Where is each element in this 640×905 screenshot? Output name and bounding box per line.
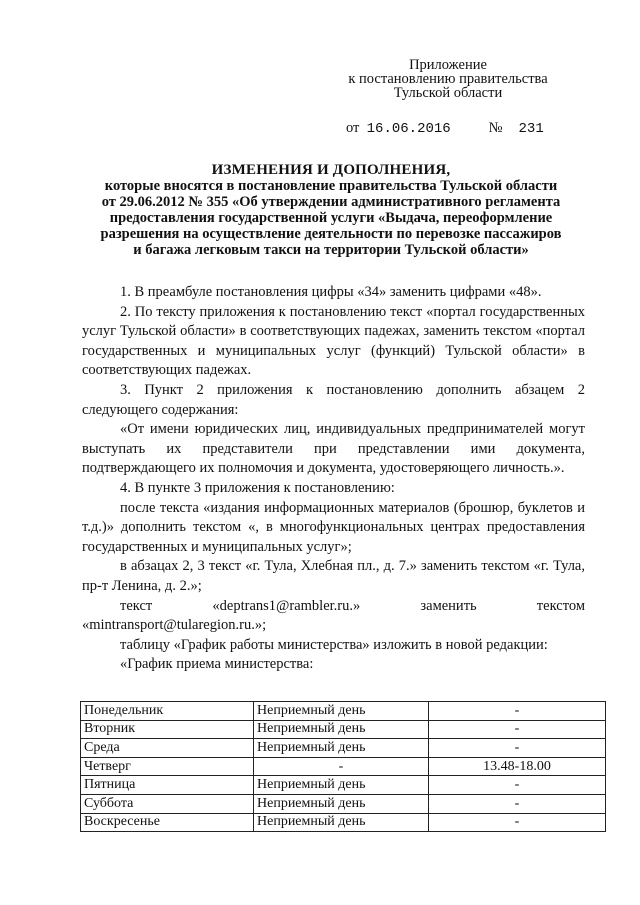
paragraph-9: таблицу «График работы министерства» изложить в новой редакции: <box>120 636 548 653</box>
document-number: 231 <box>518 121 544 137</box>
schedule-hours: - <box>429 739 606 758</box>
paragraph-2: 2. По тексту приложения к постановлению текст «портал государственных услуг Тульской области» в соответствующих падежах, заменить текстом «портал государственных и муниципальных услуг (функций) Тульской области» в соответствующих падежах. <box>82 303 585 379</box>
title-line-1: которые вносятся в постановление правительства Тульской области <box>104 178 558 194</box>
paragraph-10: «График приема министерства: <box>120 656 314 673</box>
schedule-day: Суббота <box>81 794 254 813</box>
schedule-status: Неприемный день <box>254 702 429 721</box>
paragraph-6: после текста «издания информационных материалов (брошюр, буклетов и т.д.)» дополнить текстом «, в многофункциональных центрах предоставления государственных и муниципальных услуг»; <box>82 499 585 555</box>
schedule-hours: - <box>429 813 606 832</box>
title-line-4: разрешения на осуществление деятельности по перевозке пассажиров <box>100 226 562 242</box>
schedule-status: Неприемный день <box>254 776 429 795</box>
schedule-status: Неприемный день <box>254 739 429 758</box>
schedule-hours: - <box>429 776 606 795</box>
table-row <box>81 702 606 721</box>
schedule-day: Среда <box>81 739 254 758</box>
schedule-hours: - <box>429 702 606 721</box>
schedule-day: Воскресенье <box>81 813 254 832</box>
schedule-status: Неприемный день <box>254 720 429 739</box>
number-sign: № <box>488 120 503 136</box>
document-date: 16.06.2016 <box>366 121 451 137</box>
title-line-3: предоставления государственной услуги «Выдача, переоформление <box>109 210 553 226</box>
table-row <box>81 739 606 758</box>
schedule-table <box>80 701 606 832</box>
schedule-hours: 13.48-18.00 <box>429 757 606 776</box>
title-line-2: от 29.06.2012 № 355 «Об утверждении административного регламента <box>101 194 561 210</box>
table-row <box>81 813 606 832</box>
document-body <box>82 283 585 675</box>
date-number-line <box>346 120 544 137</box>
date-from-label: от <box>346 120 360 136</box>
schedule-status: - <box>254 757 429 776</box>
attachment-header <box>328 58 568 100</box>
title-line-5: и багажа легковым такси на территории Тульской области» <box>133 242 529 258</box>
attachment-line-3: Тульской области <box>393 85 503 101</box>
schedule-day: Вторник <box>81 720 254 739</box>
paragraph-5: 4. В пункте 3 приложения к постановлению: <box>120 479 395 496</box>
schedule-status: Неприемный день <box>254 813 429 832</box>
schedule-status: Неприемный день <box>254 794 429 813</box>
schedule-hours: - <box>429 794 606 813</box>
table-row <box>81 794 606 813</box>
paragraph-3: 3. Пункт 2 приложения к постановлению дополнить абзацем 2 следующего содержания: <box>82 381 585 418</box>
paragraph-1: 1. В преамбуле постановления цифры «34» заменить цифрами «48». <box>120 284 542 300</box>
schedule-day: Понедельник <box>81 702 254 721</box>
table-row <box>81 757 606 776</box>
paragraph-8: текст «deptrans1@rambler.ru.» заменить текстом «mintransport@tularegion.ru.»; <box>82 597 585 634</box>
schedule-hours: - <box>429 720 606 739</box>
title-heading: ИЗМЕНЕНИЯ И ДОПОЛНЕНИЯ, <box>211 162 451 178</box>
schedule-day: Пятница <box>81 776 254 795</box>
table-row <box>81 776 606 795</box>
schedule-day: Четверг <box>81 757 254 776</box>
paragraph-7: в абзацах 2, 3 текст «г. Тула, Хлебная пл., д. 7.» заменить текстом «г. Тула, пр-т Ленина, д. 2.»; <box>82 558 585 594</box>
paragraph-4: «От имени юридических лиц, индивидуальных предпринимателей могут выступать их представители при представлении ими документа, подтверждающего их полномочия и документа, удостоверяющего личность.». <box>82 421 585 477</box>
table-row <box>81 720 606 739</box>
attachment-line-2: к постановлению правительства <box>348 71 548 87</box>
attachment-line-1: Приложение <box>409 57 487 73</box>
document-title <box>76 162 586 258</box>
